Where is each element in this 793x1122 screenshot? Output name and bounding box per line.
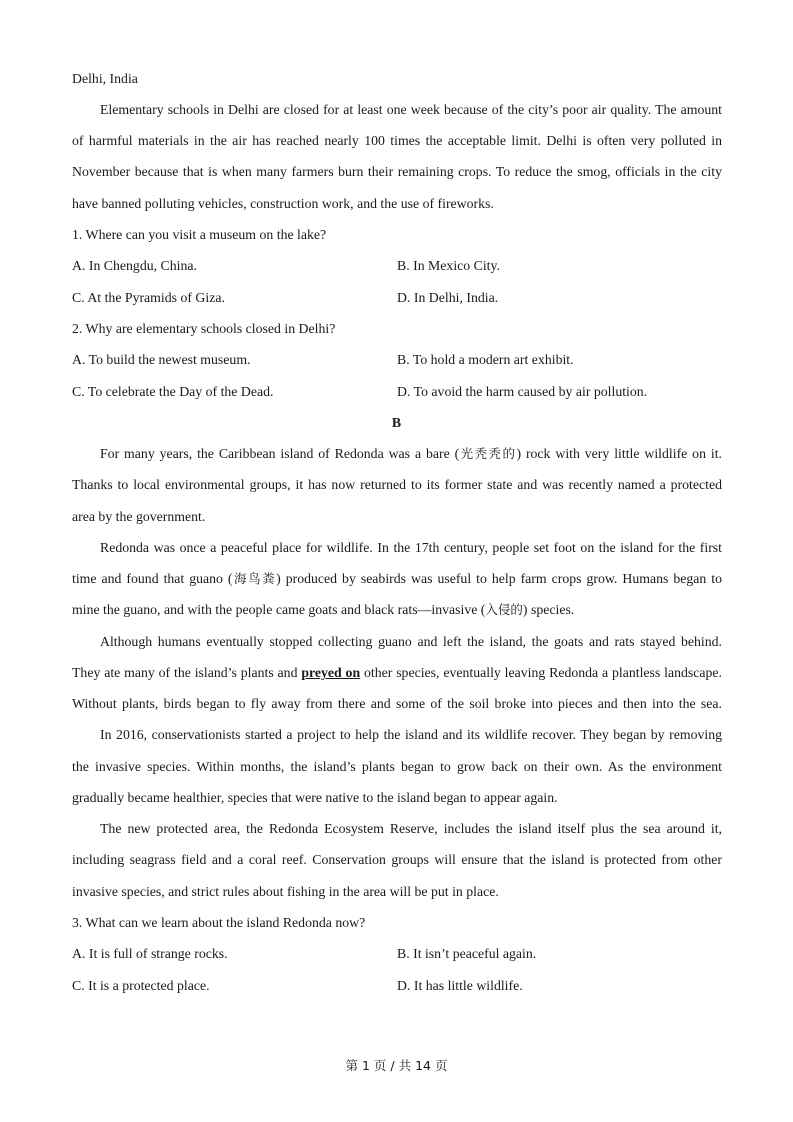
delhi-paragraph-line: of harmful materials in the air has reached nearly 100 times the acceptable limit. Delhi is often very polluted in (72, 133, 722, 148)
paragraph-line: including seagrass field and a coral reef. Conservation groups will ensure that the island is protected from other (72, 852, 722, 867)
paragraph-line: Although humans eventually stopped collecting guano and left the island, the goats and rats stayed behind. (100, 634, 722, 649)
paragraph-line: For many years, the Caribbean island of Redonda was a bare (光秃秃的) rock with very little wildlife on it. (100, 446, 722, 461)
q1-option-a: A. In Chengdu, China. (72, 258, 197, 273)
q3-option-b: B. It isn’t peaceful again. (397, 946, 537, 961)
q1-option-d: D. In Delhi, India. (397, 290, 499, 305)
paragraph-line: Without plants, birds began to fly away from there and some of the soil broke into pieces and then into the sea. (72, 696, 722, 711)
question-1: 1. Where can you visit a museum on the lake? (72, 227, 327, 242)
question-3: 3. What can we learn about the island Redonda now? (72, 915, 366, 930)
q2-option-d: D. To avoid the harm caused by air pollution. (397, 384, 648, 399)
delhi-paragraph-line: Elementary schools in Delhi are closed for at least one week because of the city’s poor air quality. The amount (100, 102, 722, 117)
section-heading-delhi: Delhi, India (72, 71, 138, 86)
paragraph-line: They ate many of the island’s plants and preyed on other species, eventually leaving Redonda a plantless landscape. (72, 665, 722, 680)
paragraph-line: invasive species, and strict rules about fishing in the area will be put in place. (72, 884, 499, 899)
paragraph-line: gradually became healthier, species that were native to the island began to appear again. (72, 790, 558, 805)
question-2: 2. Why are elementary schools closed in Delhi? (72, 321, 336, 336)
page-footer: 第 1 页 / 共 14 页 (345, 1058, 448, 1073)
paragraph-line: area by the government. (72, 509, 206, 524)
delhi-paragraph-line: have banned polluting vehicles, construction work, and the use of fireworks. (72, 196, 494, 211)
q1-option-c: C. At the Pyramids of Giza. (72, 290, 225, 305)
q3-option-a: A. It is full of strange rocks. (72, 946, 228, 961)
paragraph-line: time and found that guano (海鸟粪) produced by seabirds was useful to help farm crops grow. Humans began to (72, 571, 722, 586)
key-phrase-preyed-on: preyed on (301, 665, 361, 680)
paragraph-line: Redonda was once a peaceful place for wildlife. In the 17th century, people set foot on the island for the first (100, 540, 722, 555)
delhi-paragraph-line: November because that is when many farmers burn their remaining crops. To reduce the smog, officials in the city (72, 164, 722, 179)
q2-option-c: C. To celebrate the Day of the Dead. (72, 384, 274, 399)
paragraph-line: In 2016, conservationists started a project to help the island and its wildlife recover. They began by removing (100, 727, 722, 742)
q3-option-d: D. It has little wildlife. (397, 978, 523, 993)
paragraph-line: The new protected area, the Redonda Ecosystem Reserve, includes the island itself plus the sea around it, (100, 821, 722, 836)
section-b-heading: B (391, 415, 402, 430)
q1-option-b: B. In Mexico City. (397, 258, 500, 273)
paragraph-line: mine the guano, and with the people came goats and black rats—invasive (入侵的) species. (72, 602, 575, 617)
q3-option-c: C. It is a protected place. (72, 978, 210, 993)
paragraph-line: Thanks to local environmental groups, it has now returned to its former state and was recently named a protected (72, 477, 722, 492)
q2-option-b: B. To hold a modern art exhibit. (397, 352, 574, 367)
q2-option-a: A. To build the newest museum. (72, 352, 251, 367)
paragraph-line: the invasive species. Within months, the island’s plants began to grow back on their own. As the environment (72, 759, 722, 774)
